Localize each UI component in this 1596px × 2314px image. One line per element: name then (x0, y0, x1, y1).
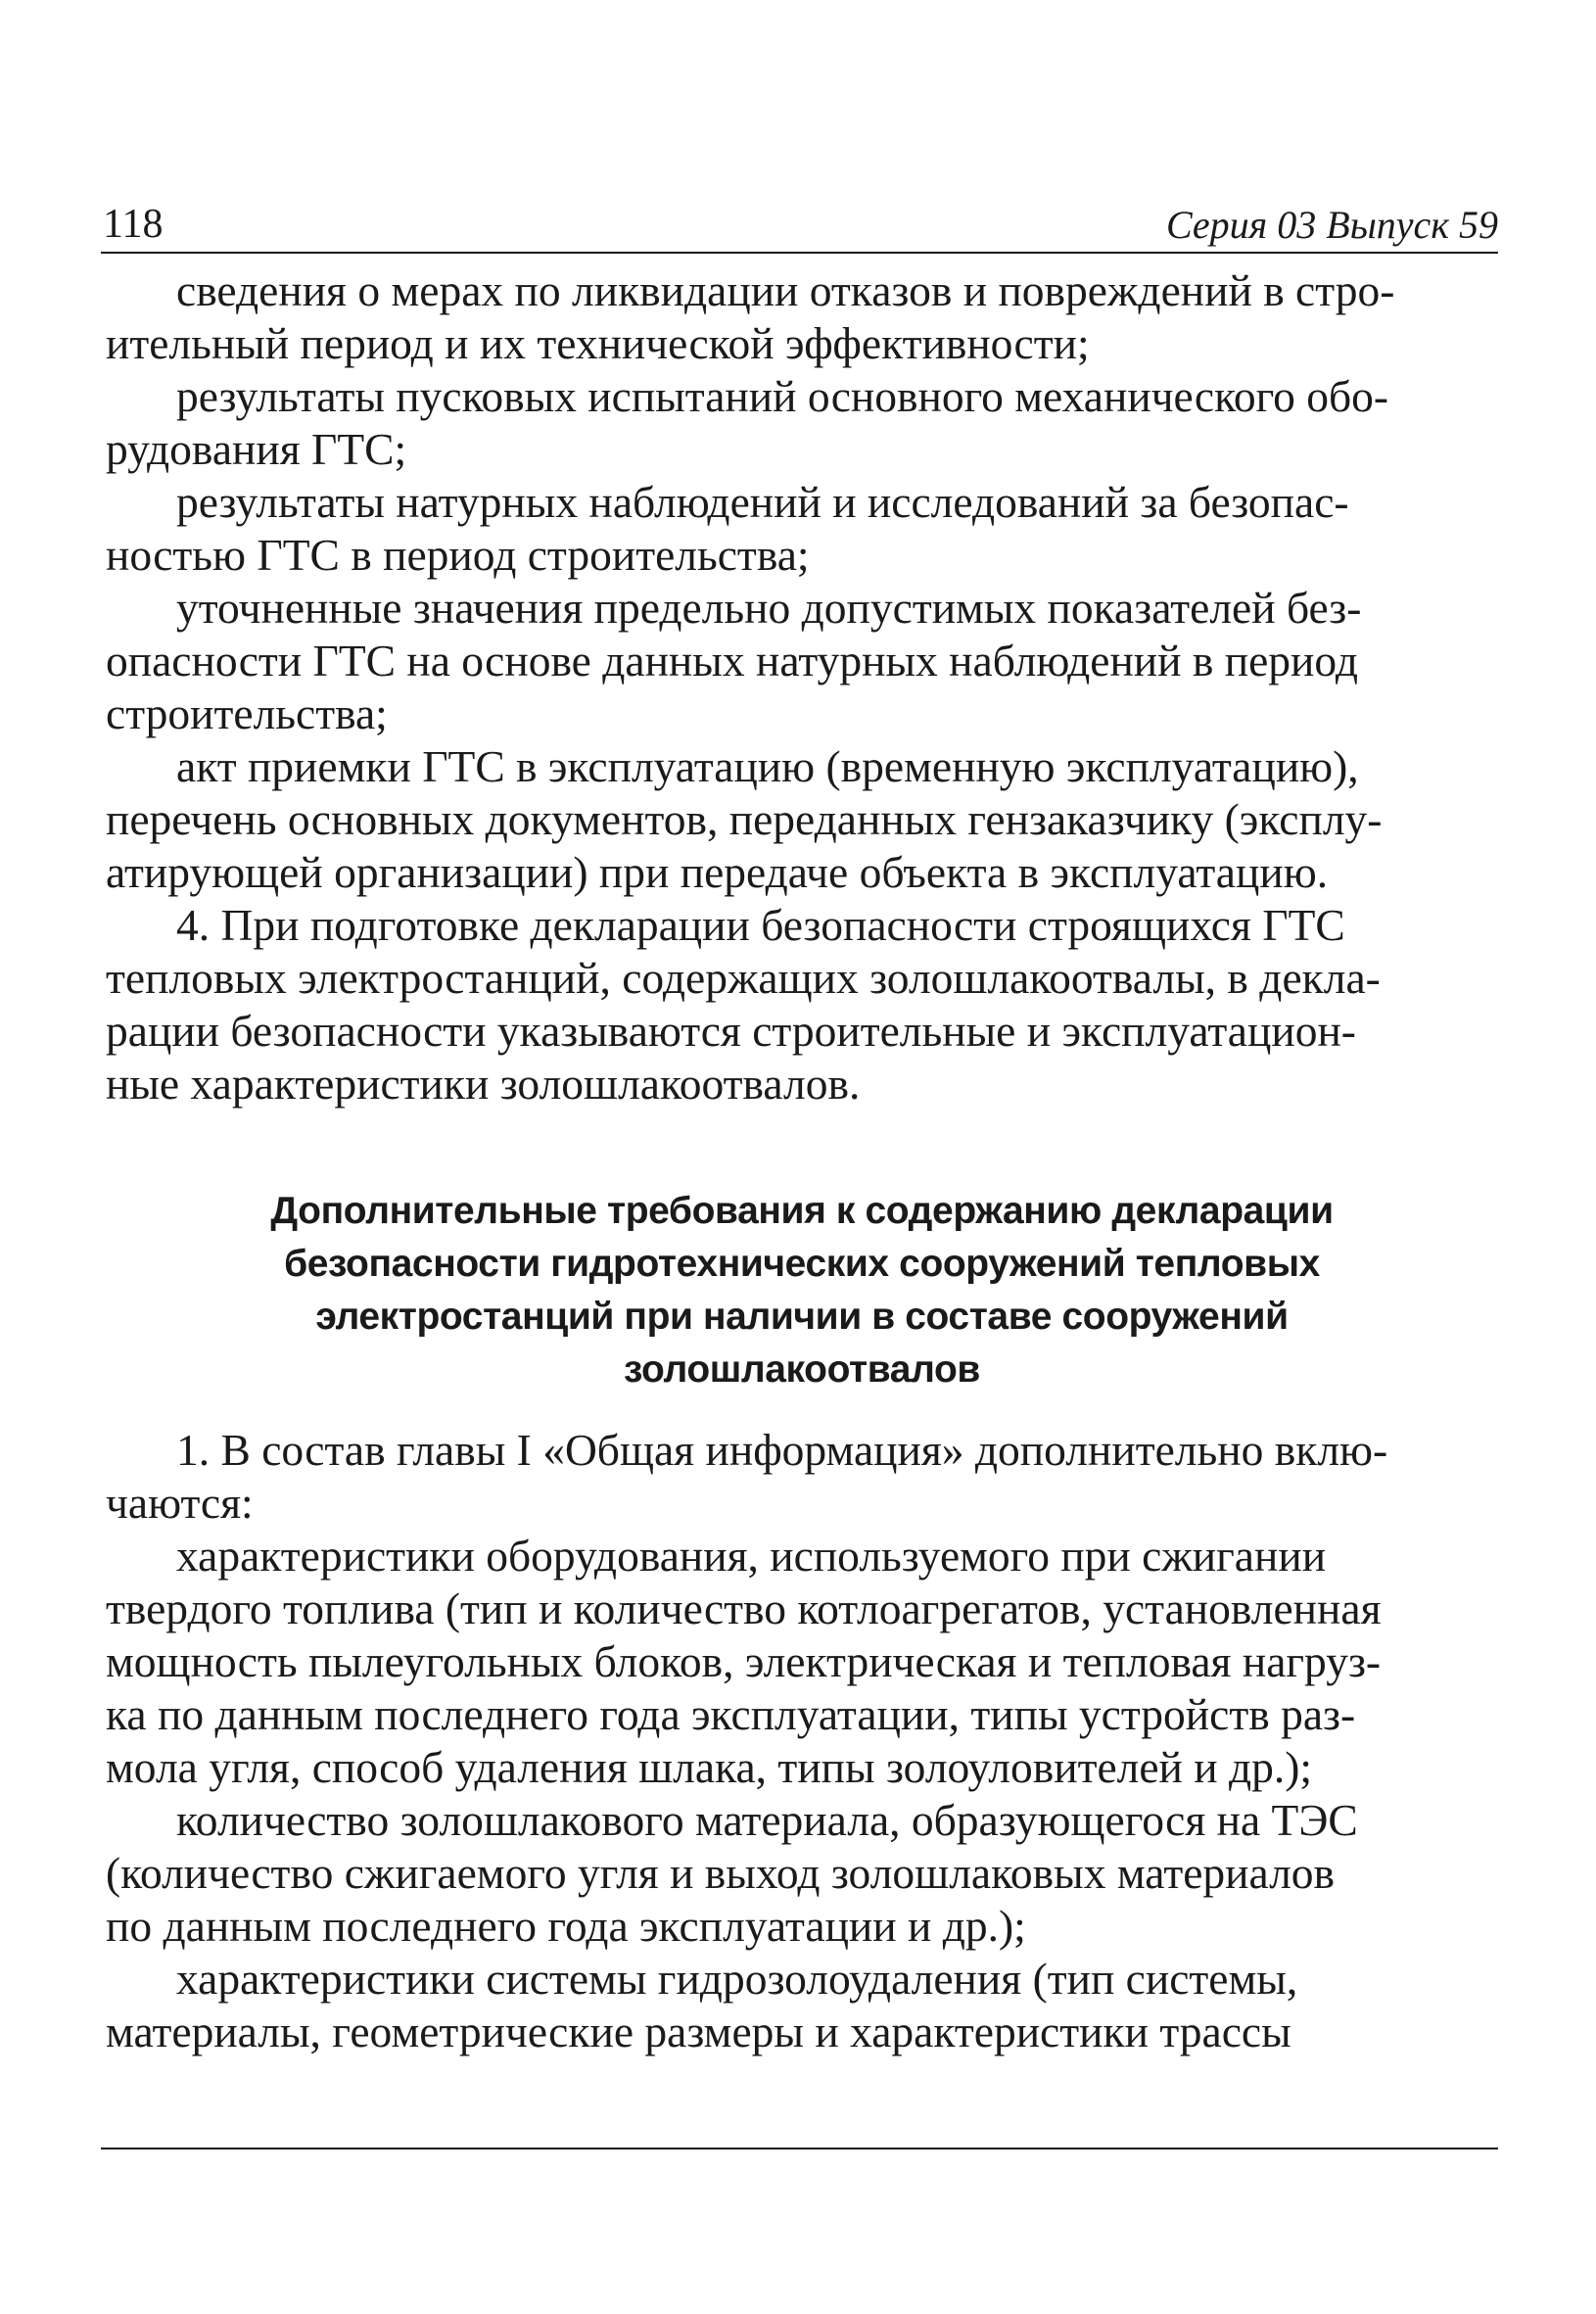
paragraph: характеристики оборудования, используемого при сжигании твердого топлива (тип и количество котлоагрегатов, установленная мощность пылеугольных блоков, электрическая и тепловая нагруз- ка по данным последнего года эксплуатации, типы устройств раз- мола угля, способ удаления шлака, типы золоуловителей и др.); (106, 1531, 1382, 1792)
paragraph: результаты пусковых испытаний основного механического обо- рудования ГТС; (106, 371, 1389, 474)
paragraph: характеристики системы гидрозолоудаления (тип системы, материалы, геометрические размеры и характеристики трассы (106, 1954, 1298, 2056)
paragraph: 1. В состав главы I «Общая информация» дополнительно вклю- чаются: (106, 1425, 1388, 1528)
page-header (101, 196, 1498, 251)
paragraph: сведения о мерах по ликвидации отказов и повреждений в стро- ительный период и их технической эффективности; (106, 265, 1395, 368)
paragraph: количество золошлакового материала, образующегося на ТЭС (количество сжигаемого угля и выход золошлаковых материалов по данным последнего года эксплуатации и др.); (106, 1795, 1358, 1951)
section-heading: Дополнительные требования к содержанию декларации безопасности гидротехнических сооружений тепловых электростанций при наличии в составе сооружений золошлакоотвалов (270, 1190, 1334, 1391)
paragraph: уточненные значения предельно допустимых показателей без- опасности ГТС на основе данных натурных наблюдений в период строительства; (106, 583, 1362, 738)
running-title: Серия 03 Выпуск 59 (1165, 203, 1498, 247)
page-number: 118 (103, 202, 164, 247)
paragraph: результаты натурных наблюдений и исследований за безопас- ностью ГТС в период строительства; (106, 477, 1349, 580)
paragraph: 4. При подготовке декларации безопасности строящихся ГТС тепловых электростанций, содержащих золошлакоотвалы, в декла- рации безопасности указываются строительные и эксплуатацион- ные характеристики золошлакоотвалов. (106, 900, 1381, 1109)
body-text (106, 264, 1498, 2058)
paragraph: акт приемки ГТС в эксплуатацию (временную эксплуатацию), перечень основных документов, переданных гензаказчику (эксплу- атирующей организации) при передаче объекта в эксплуатацию. (106, 741, 1383, 897)
header-rule (101, 252, 1498, 254)
footer-rule (101, 2148, 1498, 2149)
